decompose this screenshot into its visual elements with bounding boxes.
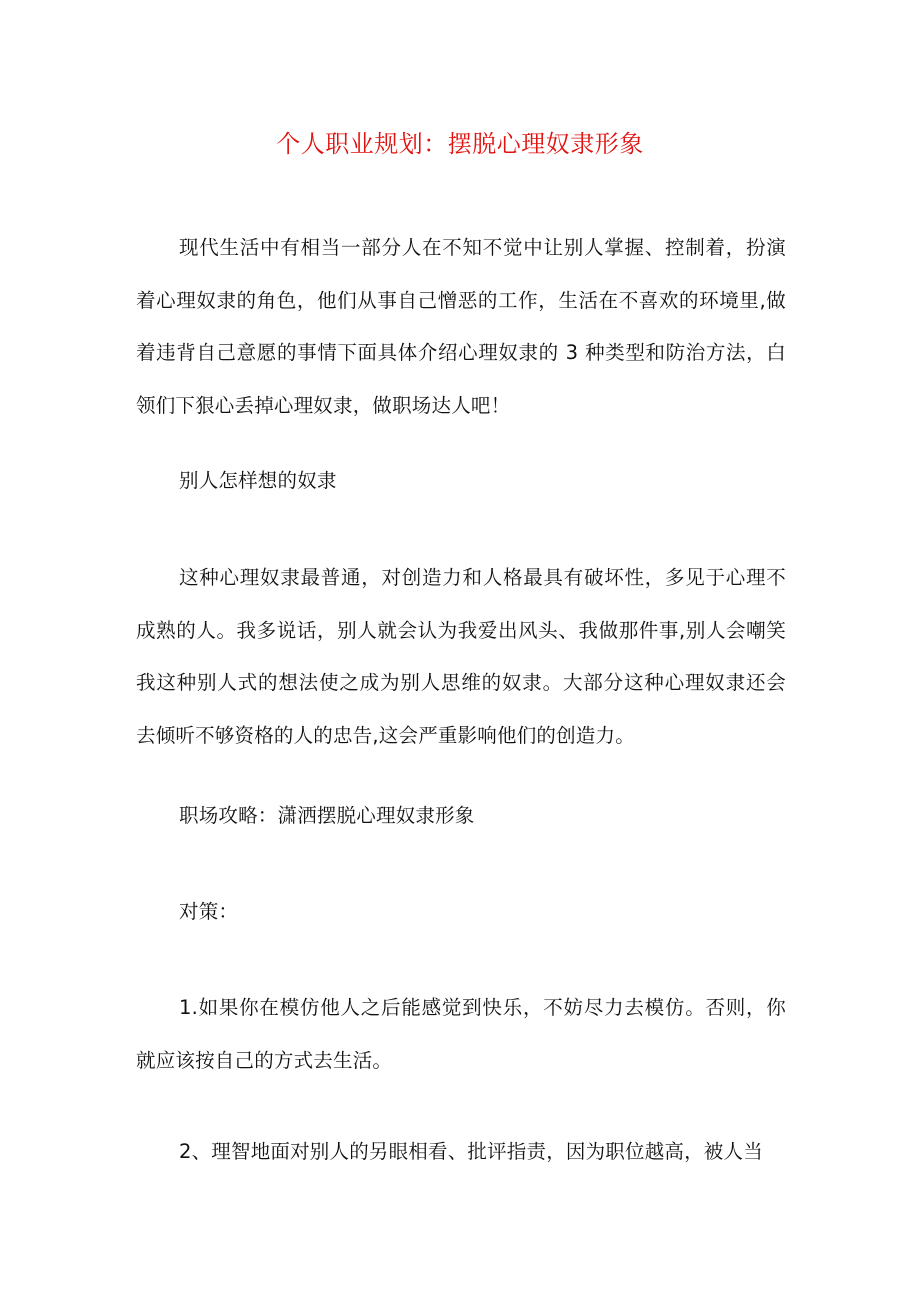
section-body-others-thoughts: 这种心理奴隶最普通，对创造力和人格最具有破坏性，多见于心理不成熟的人。我多说话，别人就会认为我爱出风头、我做那件事,别人会嘲笑我这种别人式的想法使之成为别人思维的奴隶。大部分这种心理奴隶还会去倾听不够资格的人的忠告,这会严重影响他们的创造力。: [136, 566, 786, 747]
countermeasure-item-1: 1.如果你在模仿他人之后能感觉到快乐，不妨尽力去模仿。否则，你就应该按自己的方式去生活。: [136, 996, 786, 1072]
strategy-heading: 职场攻略：潇洒摆脱心理奴隶形象: [179, 804, 475, 827]
document-title: 个人职业规划：摆脱心理奴隶形象: [276, 130, 644, 158]
countermeasures-label: 对策：: [179, 900, 239, 923]
section-heading-others-thoughts: 别人怎样想的奴隶: [179, 469, 337, 492]
intro-paragraph: 现代生活中有相当一部分人在不知不觉中让别人掌握、控制着，扮演着心理奴隶的角色，他们从事自己憎恶的工作，生活在不喜欢的环境里,做着违背自己意愿的事情下面具体介绍心理奴隶的 3 种类型和防治方法，白领们下狠心丢掉心理奴隶，做职场达人吧！: [136, 236, 786, 417]
countermeasure-item-2: 2、理智地面对别人的另眼相看、批评指责，因为职位越高，被人当: [179, 1140, 763, 1163]
